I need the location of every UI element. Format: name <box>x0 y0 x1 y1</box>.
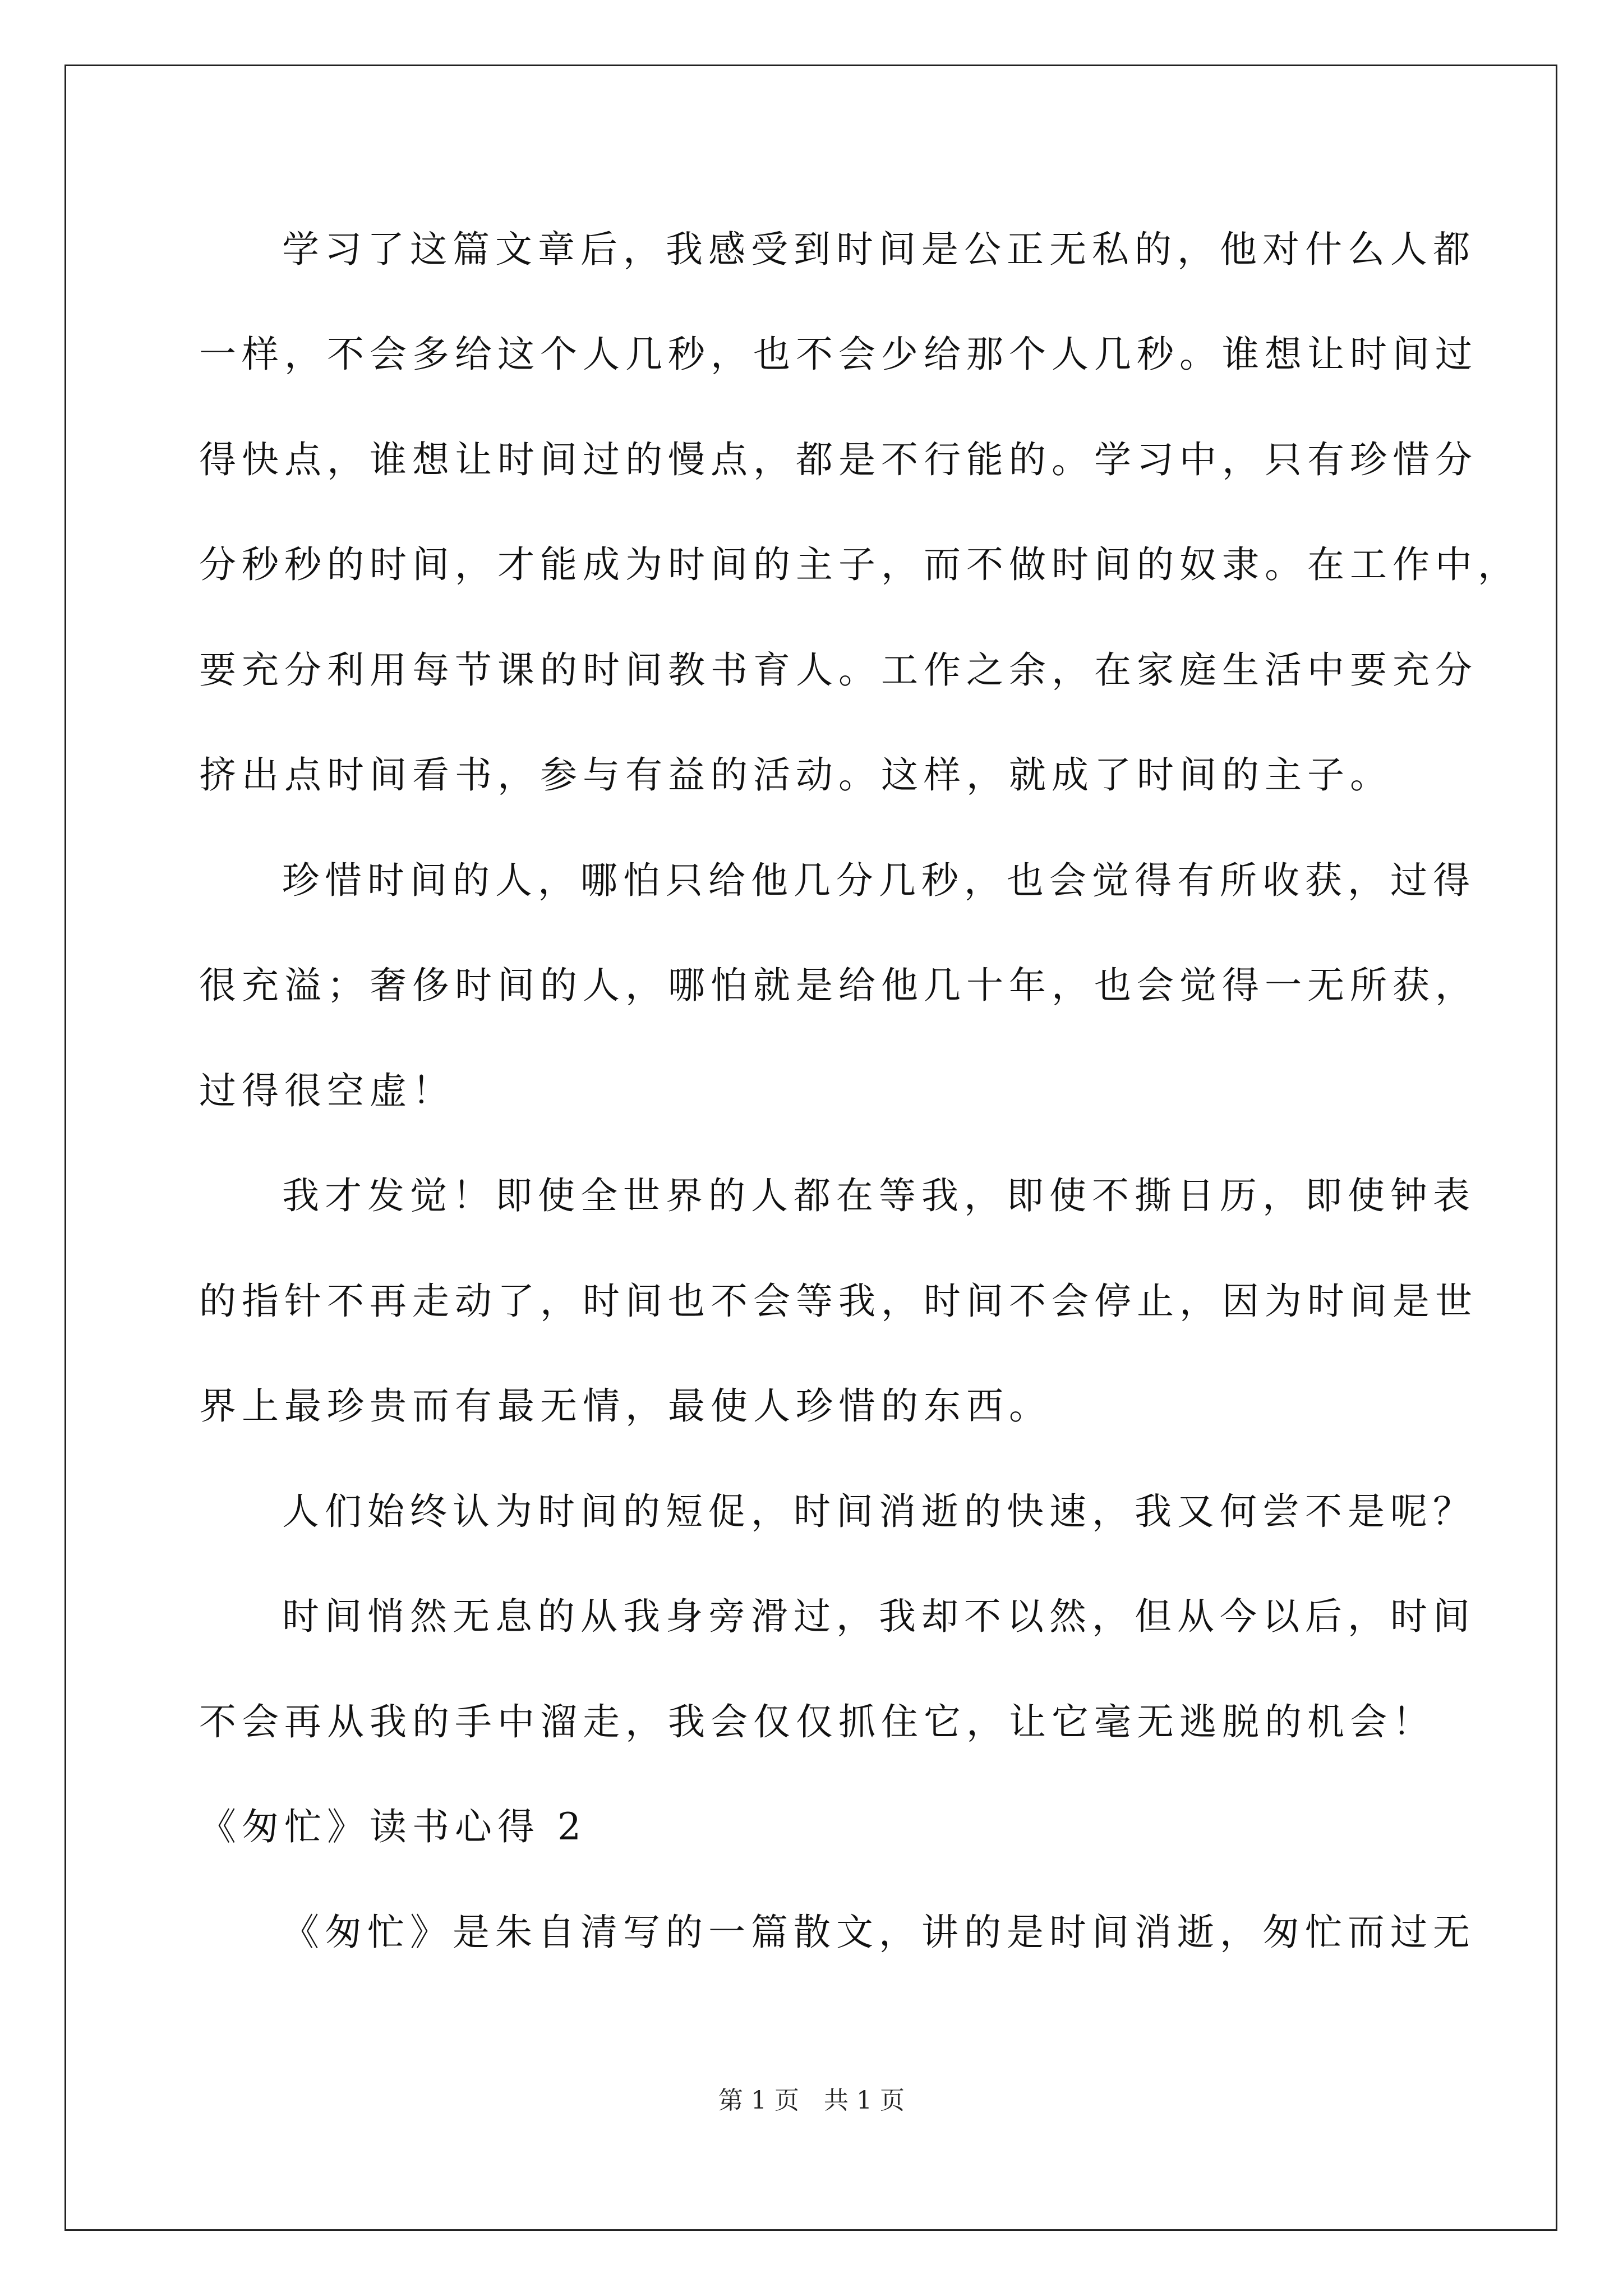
paragraph-line: 人们始终认为时间的短促，时间消逝的快速，我又何尝不是呢？ <box>282 1490 1476 1533</box>
page-number-footer: 第 1 页 共 1 页 <box>718 2086 905 2115</box>
paragraph-line: 时间悄然无息的从我身旁滑过，我却不以然，但从今以后，时间 <box>282 1595 1476 1638</box>
paragraph-line: 挤出点时间看书，参与有益的活动。这样，就成了时间的主子。 <box>199 753 1393 797</box>
paragraph-line: 分秒秒的时间，才能成为时间的主子，而不做时间的奴隶。在工作中， <box>199 543 1520 586</box>
section-heading: 《匆忙》读书心得 2 <box>199 1805 587 1848</box>
paragraph-line: 得快点，谁想让时间过的慢点，都是不行能的。学习中，只有珍惜分 <box>199 438 1478 481</box>
paragraph-line: 很充溢；奢侈时间的人，哪怕就是给他几十年，也会觉得一无所获， <box>199 964 1478 1007</box>
paragraph-line: 珍惜时间的人，哪怕只给他几分几秒，也会觉得有所收获，过得 <box>282 859 1476 902</box>
paragraph-line: 《匆忙》是朱自清写的一篇散文，讲的是时间消逝，匆忙而过无 <box>282 1911 1476 1954</box>
paragraph-line: 我才发觉！即使全世界的人都在等我，即使不撕日历，即使钟表 <box>282 1174 1476 1217</box>
paragraph-line: 学习了这篇文章后，我感受到时间是公正无私的，他对什么人都 <box>282 228 1476 271</box>
paragraph-line: 一样，不会多给这个人几秒，也不会少给那个人几秒。谁想让时间过 <box>199 333 1478 376</box>
paragraph-line: 界上最珍贵而有最无情，最使人珍惜的东西。 <box>199 1384 1052 1428</box>
paragraph-line: 过得很空虚！ <box>199 1069 455 1112</box>
paragraph-line: 要充分利用每节课的时间教书育人。工作之余，在家庭生活中要充分 <box>199 648 1478 692</box>
paragraph-line: 的指针不再走动了，时间也不会等我，时间不会停止，因为时间是世 <box>199 1280 1478 1323</box>
paragraph-line: 不会再从我的手中溜走，我会仅仅抓住它，让它毫无逃脱的机会！ <box>199 1700 1435 1743</box>
